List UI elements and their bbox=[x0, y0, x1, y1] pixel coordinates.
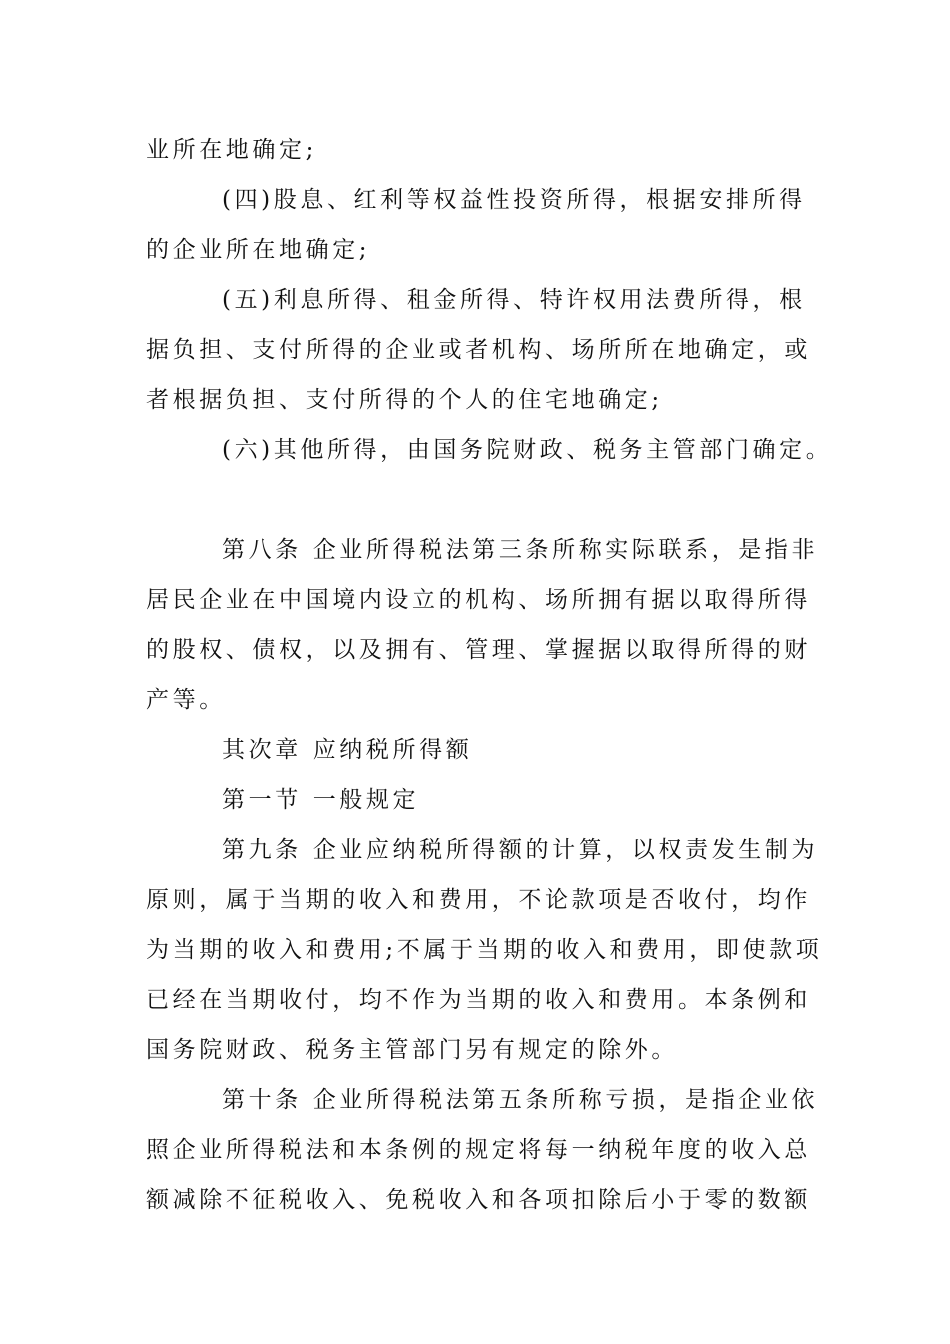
text-line: 居民企业在中国境内设立的机构、场所拥有据以取得所得 bbox=[146, 587, 811, 613]
text-line: 者根据负担、支付所得的个人的住宅地确定; bbox=[146, 387, 663, 413]
text-line: 据负担、支付所得的企业或者机构、场所所在地确定，或 bbox=[146, 337, 811, 363]
text-line: (六)其他所得，由国务院财政、税务主管部门确定。 bbox=[222, 437, 833, 463]
text-line: 第九条 企业应纳税所得额的计算，以权责发生制为 bbox=[222, 837, 819, 863]
text-line: (五)利息所得、租金所得、特许权用法费所得，根 bbox=[222, 287, 806, 313]
text-line: 国务院财政、税务主管部门另有规定的除外。 bbox=[146, 1037, 678, 1063]
text-line: 照企业所得税法和本条例的规定将每一纳税年度的收入总 bbox=[146, 1137, 811, 1163]
text-line: 为当期的收入和费用;不属于当期的收入和费用，即使款项 bbox=[146, 937, 823, 963]
text-line: 原则，属于当期的收入和费用，不论款项是否收付，均作 bbox=[146, 887, 811, 913]
text-line: 第十条 企业所得税法第五条所称亏损，是指企业依 bbox=[222, 1087, 819, 1113]
text-line: 的股权、债权，以及拥有、管理、掌握据以取得所得的财 bbox=[146, 637, 811, 663]
chapter-heading: 其次章 应纳税所得额 bbox=[222, 737, 473, 763]
text-line: 额减除不征税收入、免税收入和各项扣除后小于零的数额 bbox=[146, 1187, 811, 1213]
text-line: (四)股息、红利等权益性投资所得，根据安排所得 bbox=[222, 187, 806, 213]
section-heading: 第一节 一般规定 bbox=[222, 787, 420, 813]
text-line: 产等。 bbox=[146, 687, 226, 713]
text-line: 的企业所在地确定; bbox=[146, 237, 371, 263]
text-line: 第八条 企业所得税法第三条所称实际联系，是指非 bbox=[222, 537, 819, 563]
text-line: 已经在当期收付，均不作为当期的收入和费用。本条例和 bbox=[146, 987, 811, 1013]
text-line: 业所在地确定; bbox=[146, 137, 317, 163]
